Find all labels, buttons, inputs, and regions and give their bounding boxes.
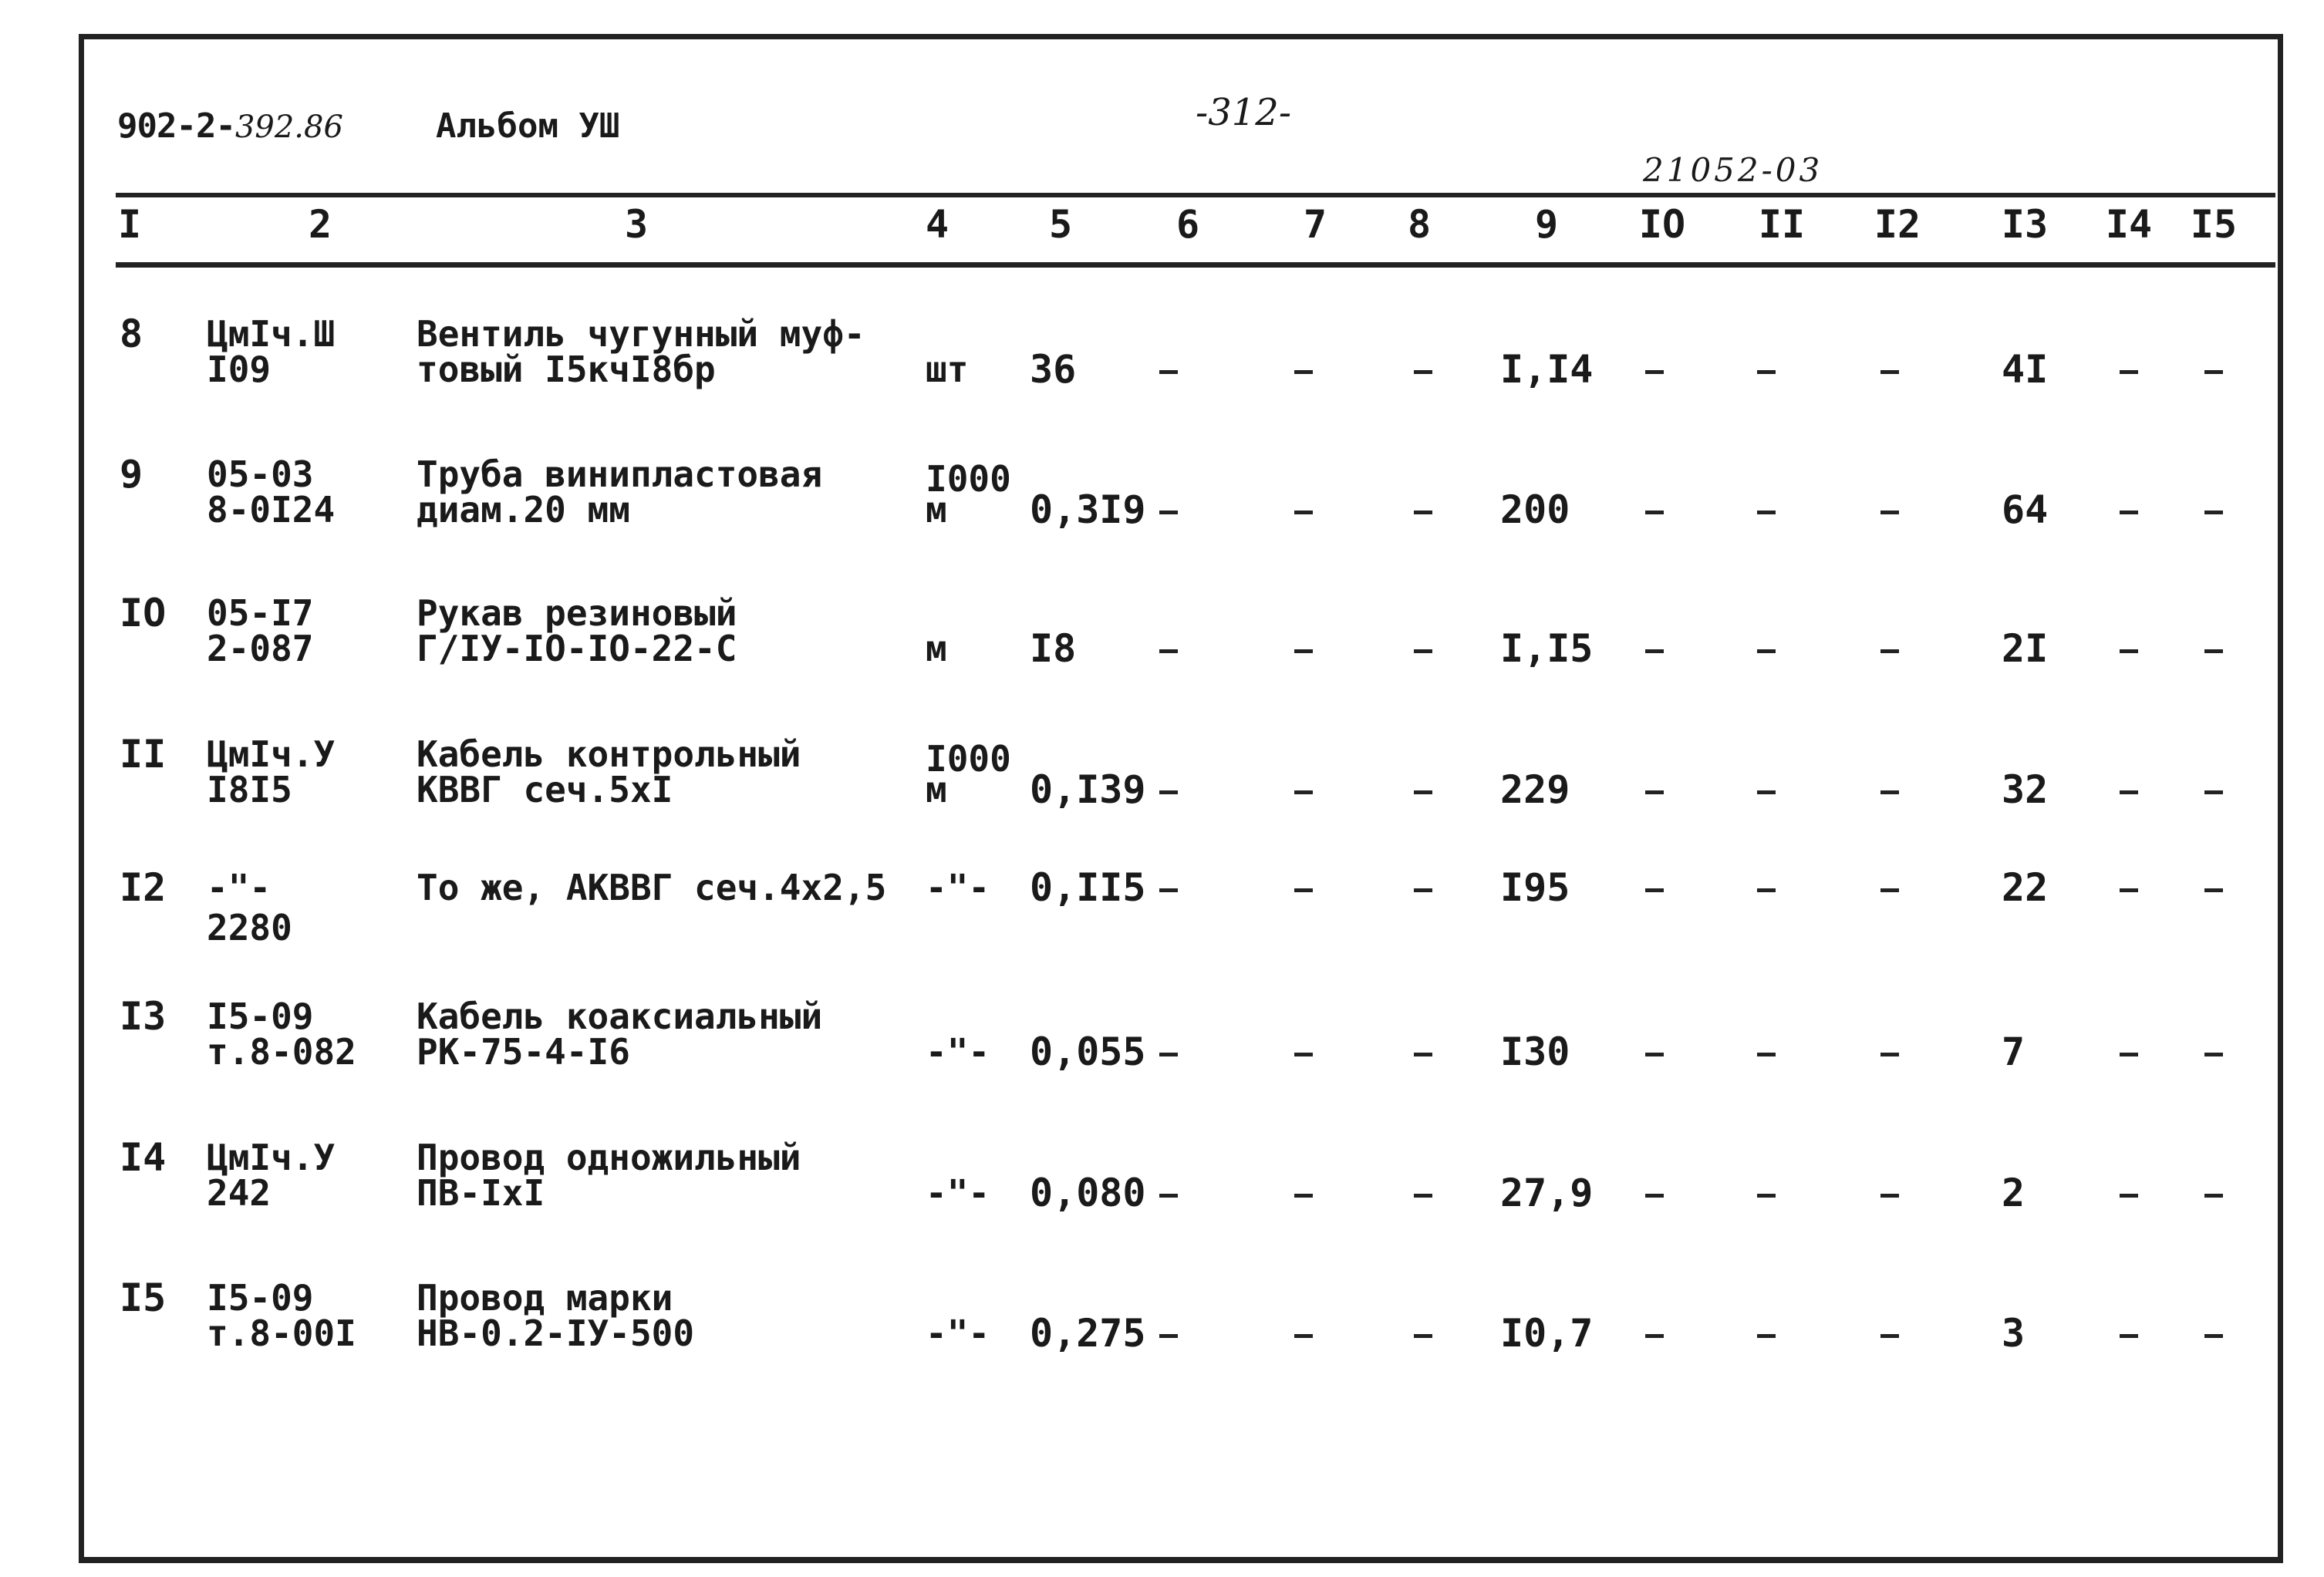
row-c15-dash bbox=[2204, 649, 2223, 653]
row-c14-dash bbox=[2120, 511, 2138, 514]
row-col9-value: I,I5 bbox=[1500, 626, 1594, 671]
row-c8-dash bbox=[1414, 370, 1432, 374]
row-name-line1: Провод одножильный bbox=[417, 1137, 801, 1178]
column-number-9: 9 bbox=[1534, 202, 1559, 247]
row-c15-dash bbox=[2204, 790, 2223, 794]
row-quantity: 0,I39 bbox=[1030, 767, 1146, 812]
row-c7-dash bbox=[1294, 1334, 1313, 1338]
row-code-line2: 8-0I24 bbox=[207, 489, 336, 531]
column-number-7: 7 bbox=[1303, 202, 1327, 247]
row-col9-value: I95 bbox=[1500, 865, 1570, 910]
row-c15-dash bbox=[2204, 511, 2223, 514]
header-rule-bottom bbox=[116, 262, 2275, 268]
row-unit-line1: I000 bbox=[926, 738, 1011, 780]
column-number-10: IO bbox=[1638, 202, 1686, 247]
column-number-3: 3 bbox=[624, 202, 649, 247]
row-c8-dash bbox=[1414, 888, 1432, 892]
row-name-line2: КВВГ сеч.5хI bbox=[417, 769, 673, 810]
row-c14-dash bbox=[2120, 649, 2138, 653]
row-code-line2: т.8-00I bbox=[207, 1312, 356, 1354]
row-c11-dash bbox=[1757, 1194, 1776, 1198]
row-c11-dash bbox=[1757, 511, 1776, 514]
row-c12-dash bbox=[1880, 511, 1899, 514]
row-number: II bbox=[120, 732, 167, 777]
row-c14-dash bbox=[2120, 1053, 2138, 1056]
row-quantity: 0,080 bbox=[1030, 1171, 1146, 1215]
row-c14-dash bbox=[2120, 1334, 2138, 1338]
row-c12-dash bbox=[1880, 1053, 1899, 1056]
row-c12-dash bbox=[1880, 1334, 1899, 1338]
row-c11-dash bbox=[1757, 1334, 1776, 1338]
row-col13-value: 2I bbox=[2002, 626, 2049, 671]
row-code-line1: ЦмIч.У bbox=[207, 1137, 336, 1178]
row-c11-dash bbox=[1757, 370, 1776, 374]
row-c7-dash bbox=[1294, 790, 1313, 794]
document-code bbox=[117, 106, 343, 146]
row-c6-dash bbox=[1159, 888, 1178, 892]
row-col13-value: 3 bbox=[2002, 1311, 2025, 1356]
row-name-line2: Г/IУ-IO-IO-22-С bbox=[417, 628, 737, 669]
row-col13-value: 2 bbox=[2002, 1171, 2025, 1215]
row-c12-dash bbox=[1880, 649, 1899, 653]
row-unit-line2: м bbox=[926, 769, 947, 810]
row-name-line2: НВ-0.2-IУ-500 bbox=[417, 1312, 695, 1354]
row-unit-line2: -"- bbox=[926, 1312, 990, 1354]
row-quantity: 36 bbox=[1030, 347, 1077, 392]
row-c10-dash bbox=[1645, 888, 1664, 892]
row-number: 8 bbox=[120, 312, 143, 356]
row-c6-dash bbox=[1159, 511, 1178, 514]
row-c6-dash bbox=[1159, 370, 1178, 374]
row-c7-dash bbox=[1294, 888, 1313, 892]
row-unit-line2: шт bbox=[926, 349, 969, 390]
row-c8-dash bbox=[1414, 790, 1432, 794]
row-code-line1: I5-09 bbox=[207, 996, 314, 1037]
row-c14-dash bbox=[2120, 370, 2138, 374]
row-c7-dash bbox=[1294, 1194, 1313, 1198]
row-name-line2: диам.20 мм bbox=[417, 489, 630, 531]
row-unit-line1: -"- bbox=[926, 867, 990, 908]
row-c8-dash bbox=[1414, 1194, 1432, 1198]
column-number-1: I bbox=[117, 202, 142, 247]
row-c15-dash bbox=[2204, 1053, 2223, 1056]
row-col9-value: 200 bbox=[1500, 487, 1570, 532]
row-c15-dash bbox=[2204, 1194, 2223, 1198]
column-number-14: I4 bbox=[2105, 202, 2153, 247]
row-code-line2: 2-087 bbox=[207, 628, 314, 669]
row-name-line1: То же, АКВВГ сеч.4х2,5 bbox=[417, 867, 887, 908]
row-quantity: 0,3I9 bbox=[1030, 487, 1146, 532]
row-c8-dash bbox=[1414, 1334, 1432, 1338]
column-number-8: 8 bbox=[1407, 202, 1432, 247]
document-number: 21052-03 bbox=[1643, 151, 1823, 189]
row-col13-value: 32 bbox=[2002, 767, 2049, 812]
row-unit-line1: I000 bbox=[926, 458, 1011, 500]
row-code-line1: 05-03 bbox=[207, 453, 314, 495]
row-c6-dash bbox=[1159, 649, 1178, 653]
row-code-line2: т.8-082 bbox=[207, 1031, 356, 1073]
row-c12-dash bbox=[1880, 888, 1899, 892]
row-c6-dash bbox=[1159, 1334, 1178, 1338]
row-c15-dash bbox=[2204, 370, 2223, 374]
row-c7-dash bbox=[1294, 511, 1313, 514]
row-unit-line2: -"- bbox=[926, 1172, 990, 1214]
column-number-2: 2 bbox=[308, 202, 332, 247]
row-quantity: 0,II5 bbox=[1030, 865, 1146, 910]
column-number-11: II bbox=[1758, 202, 1806, 247]
row-c12-dash bbox=[1880, 790, 1899, 794]
row-col13-value: 22 bbox=[2002, 865, 2049, 910]
row-code-line1: ЦмIч.Ш bbox=[207, 313, 336, 355]
row-code-line1: I5-09 bbox=[207, 1277, 314, 1319]
row-number: I4 bbox=[120, 1135, 167, 1180]
row-name-line1: Рукав резиновый bbox=[417, 592, 737, 634]
row-c8-dash bbox=[1414, 511, 1432, 514]
row-name-line1: Вентиль чугунный муф- bbox=[417, 313, 865, 355]
row-number: I2 bbox=[120, 865, 167, 910]
row-col13-value: 4I bbox=[2002, 347, 2049, 392]
row-unit-line2: м bbox=[926, 628, 947, 669]
row-col9-value: 27,9 bbox=[1500, 1171, 1594, 1215]
row-c14-dash bbox=[2120, 1194, 2138, 1198]
row-c10-dash bbox=[1645, 511, 1664, 514]
row-c14-dash bbox=[2120, 790, 2138, 794]
page-number: -312- bbox=[1196, 91, 1292, 134]
row-c7-dash bbox=[1294, 1053, 1313, 1056]
album-title: Альбом УШ bbox=[436, 106, 620, 146]
row-code-line2: 242 bbox=[207, 1172, 272, 1214]
row-c11-dash bbox=[1757, 888, 1776, 892]
row-c10-dash bbox=[1645, 1053, 1664, 1056]
row-number: I5 bbox=[120, 1275, 167, 1320]
row-col9-value: I0,7 bbox=[1500, 1311, 1594, 1356]
row-name-line2: ПВ-IхI bbox=[417, 1172, 545, 1214]
row-name-line1: Кабель контрольный bbox=[417, 733, 801, 775]
row-col9-value: 229 bbox=[1500, 767, 1570, 812]
row-code-line1: 05-I7 bbox=[207, 592, 314, 634]
row-c15-dash bbox=[2204, 888, 2223, 892]
row-quantity: 0,055 bbox=[1030, 1029, 1146, 1074]
column-number-4: 4 bbox=[925, 202, 950, 247]
row-code-line1: ЦмIч.У bbox=[207, 733, 336, 775]
row-c10-dash bbox=[1645, 1334, 1664, 1338]
column-number-15: I5 bbox=[2190, 202, 2238, 247]
row-number: I3 bbox=[120, 994, 167, 1039]
row-c10-dash bbox=[1645, 370, 1664, 374]
column-number-6: 6 bbox=[1175, 202, 1200, 247]
row-col13-value: 64 bbox=[2002, 487, 2049, 532]
row-c14-dash bbox=[2120, 888, 2138, 892]
row-c11-dash bbox=[1757, 1053, 1776, 1056]
column-number-12: I2 bbox=[1874, 202, 1921, 247]
row-quantity: I8 bbox=[1030, 626, 1077, 671]
row-c10-dash bbox=[1645, 1194, 1664, 1198]
row-code-line2: I09 bbox=[207, 349, 272, 390]
column-number-13: I3 bbox=[2001, 202, 2049, 247]
row-c11-dash bbox=[1757, 649, 1776, 653]
row-name-line1: Кабель коаксиальный bbox=[417, 996, 823, 1037]
row-c6-dash bbox=[1159, 1053, 1178, 1056]
row-c10-dash bbox=[1645, 790, 1664, 794]
row-code-line1: -"- bbox=[207, 867, 272, 908]
row-c11-dash bbox=[1757, 790, 1776, 794]
row-name-line2: РК-75-4-I6 bbox=[417, 1031, 630, 1073]
row-name-line2: товый I5кчI8бр bbox=[417, 349, 716, 390]
row-c7-dash bbox=[1294, 370, 1313, 374]
row-unit-line2: м bbox=[926, 489, 947, 531]
row-c15-dash bbox=[2204, 1334, 2223, 1338]
row-c8-dash bbox=[1414, 649, 1432, 653]
row-name-line1: Труба винипластовая bbox=[417, 453, 823, 495]
row-c12-dash bbox=[1880, 1194, 1899, 1198]
row-quantity: 0,275 bbox=[1030, 1311, 1146, 1356]
column-number-5: 5 bbox=[1048, 202, 1073, 247]
row-number: IO bbox=[120, 591, 167, 635]
row-c8-dash bbox=[1414, 1053, 1432, 1056]
row-col9-value: I,I4 bbox=[1500, 347, 1594, 392]
row-col13-value: 7 bbox=[2002, 1029, 2025, 1074]
row-code-line2: 2280 bbox=[207, 907, 292, 949]
row-unit-line2: -"- bbox=[926, 1031, 990, 1073]
row-col9-value: I30 bbox=[1500, 1029, 1570, 1074]
header-rule-top bbox=[116, 193, 2275, 197]
row-c10-dash bbox=[1645, 649, 1664, 653]
row-c7-dash bbox=[1294, 649, 1313, 653]
row-number: 9 bbox=[120, 452, 143, 497]
row-c12-dash bbox=[1880, 370, 1899, 374]
row-c6-dash bbox=[1159, 790, 1178, 794]
row-c6-dash bbox=[1159, 1194, 1178, 1198]
row-name-line1: Провод марки bbox=[417, 1277, 673, 1319]
row-code-line2: I8I5 bbox=[207, 769, 292, 810]
document-code-handwritten: 392.86 bbox=[234, 110, 343, 145]
document-code-printed: 902-2- bbox=[117, 106, 235, 146]
